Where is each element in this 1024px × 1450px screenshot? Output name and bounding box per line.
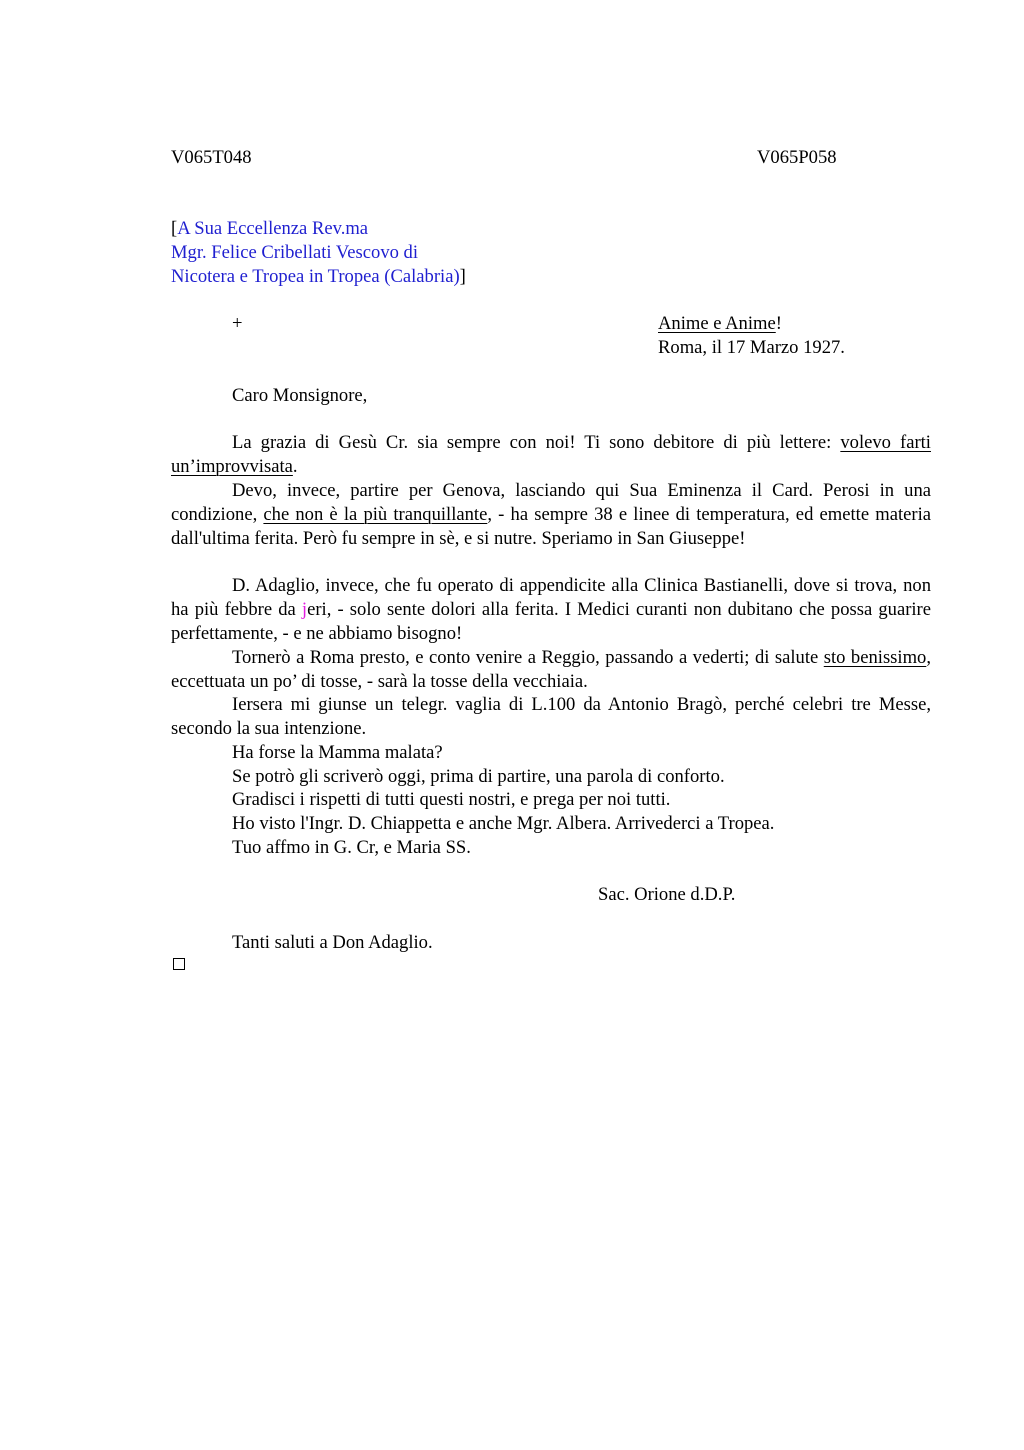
address-text-1: A Sua Eccellenza Rev.ma [177,218,369,239]
paragraph-3 [171,574,931,645]
motto [658,312,782,336]
address-line-1 [171,217,368,241]
p1-underlined: volevo farti un’improvvisata [171,432,931,477]
signature: Sac. Orione d.D.P. [598,884,736,905]
address-line-2: Mgr. Felice Cribellati Vescovo di [171,242,419,263]
p2-underlined: che non è la più tranquillante [263,503,488,525]
line-10: Tuo affmo in G. Cr, e Maria SS. [232,837,471,858]
p2-text-a: Devo, invece, partire per Genova, lasciando qui Sua Eminenza il Card. Perosi in una condizione, [171,480,931,525]
p4-text-b: , eccettuata un po’ di tosse, - sarà la tosse della vecchiaia. [171,647,931,692]
address-close-bracket: ] [459,266,466,287]
address-line-3 [171,265,466,289]
p1-text-b: . [292,455,298,477]
paragraph-2 [171,479,931,550]
motto-underlined: Anime e Anime [658,313,776,334]
document-code-left: V065T048 [171,147,252,168]
address-open-bracket: [ [171,218,178,239]
motto-tail: ! [775,313,782,334]
p1-text-a: La grazia di Gesù Cr. sia sempre con noi! Ti sono debitore di più lettere: [232,432,841,453]
date-place: Roma, il 17 Marzo 1927. [658,337,845,358]
p3-highlight-letter: j [301,598,308,620]
p3-text-b: eri, - solo sente dolori alla ferita. I Medici curanti non dubitano che possa guarire perfettamente, - e ne abbiamo bisogno! [171,598,932,644]
line-9: Ho visto l'Ingr. D. Chiappetta e anche Mgr. Albera. Arrivederci a Tropea. [232,813,775,834]
paragraph-5: Iersera mi giunse un telegr. vaglia di L.100 da Antonio Bragò, perché celebri tre Messe, secondo la sua intenzione. [171,694,931,739]
salutation: Caro Monsignore, [232,385,368,406]
checkbox-square-icon [173,958,185,970]
line-6: Ha forse la Mamma malata? [232,742,443,763]
line-8: Gradisci i rispetti di tutti questi nostri, e prega per noi tutti. [232,789,671,810]
p4-text-a: Tornerò a Roma presto, e conto venire a Reggio, passando a vederti; di salute [232,647,824,668]
cross-mark: + [232,313,243,334]
p4-underlined: sto benissimo [823,647,927,668]
paragraph-1 [171,431,931,479]
p2-text-b: , - ha sempre 38 e linee di temperatura, ed emette materia dall'ultima ferita. Però fu sempre in sè, e si nutre. Speriamo in San Giuseppe! [171,503,931,549]
postscript: Tanti saluti a Don Adaglio. [232,932,433,953]
p3-text-a: D. Adaglio, invece, che fu operato di appendicite alla Clinica Bastianelli, dove si trova, non ha più febbre da [171,575,931,620]
line-7: Se potrò gli scriverò oggi, prima di partire, una parola di conforto. [232,766,725,787]
paragraph-4 [171,646,931,694]
address-text-3: Nicotera e Tropea in Tropea (Calabria) [171,266,460,287]
document-code-right: V065P058 [757,147,837,168]
